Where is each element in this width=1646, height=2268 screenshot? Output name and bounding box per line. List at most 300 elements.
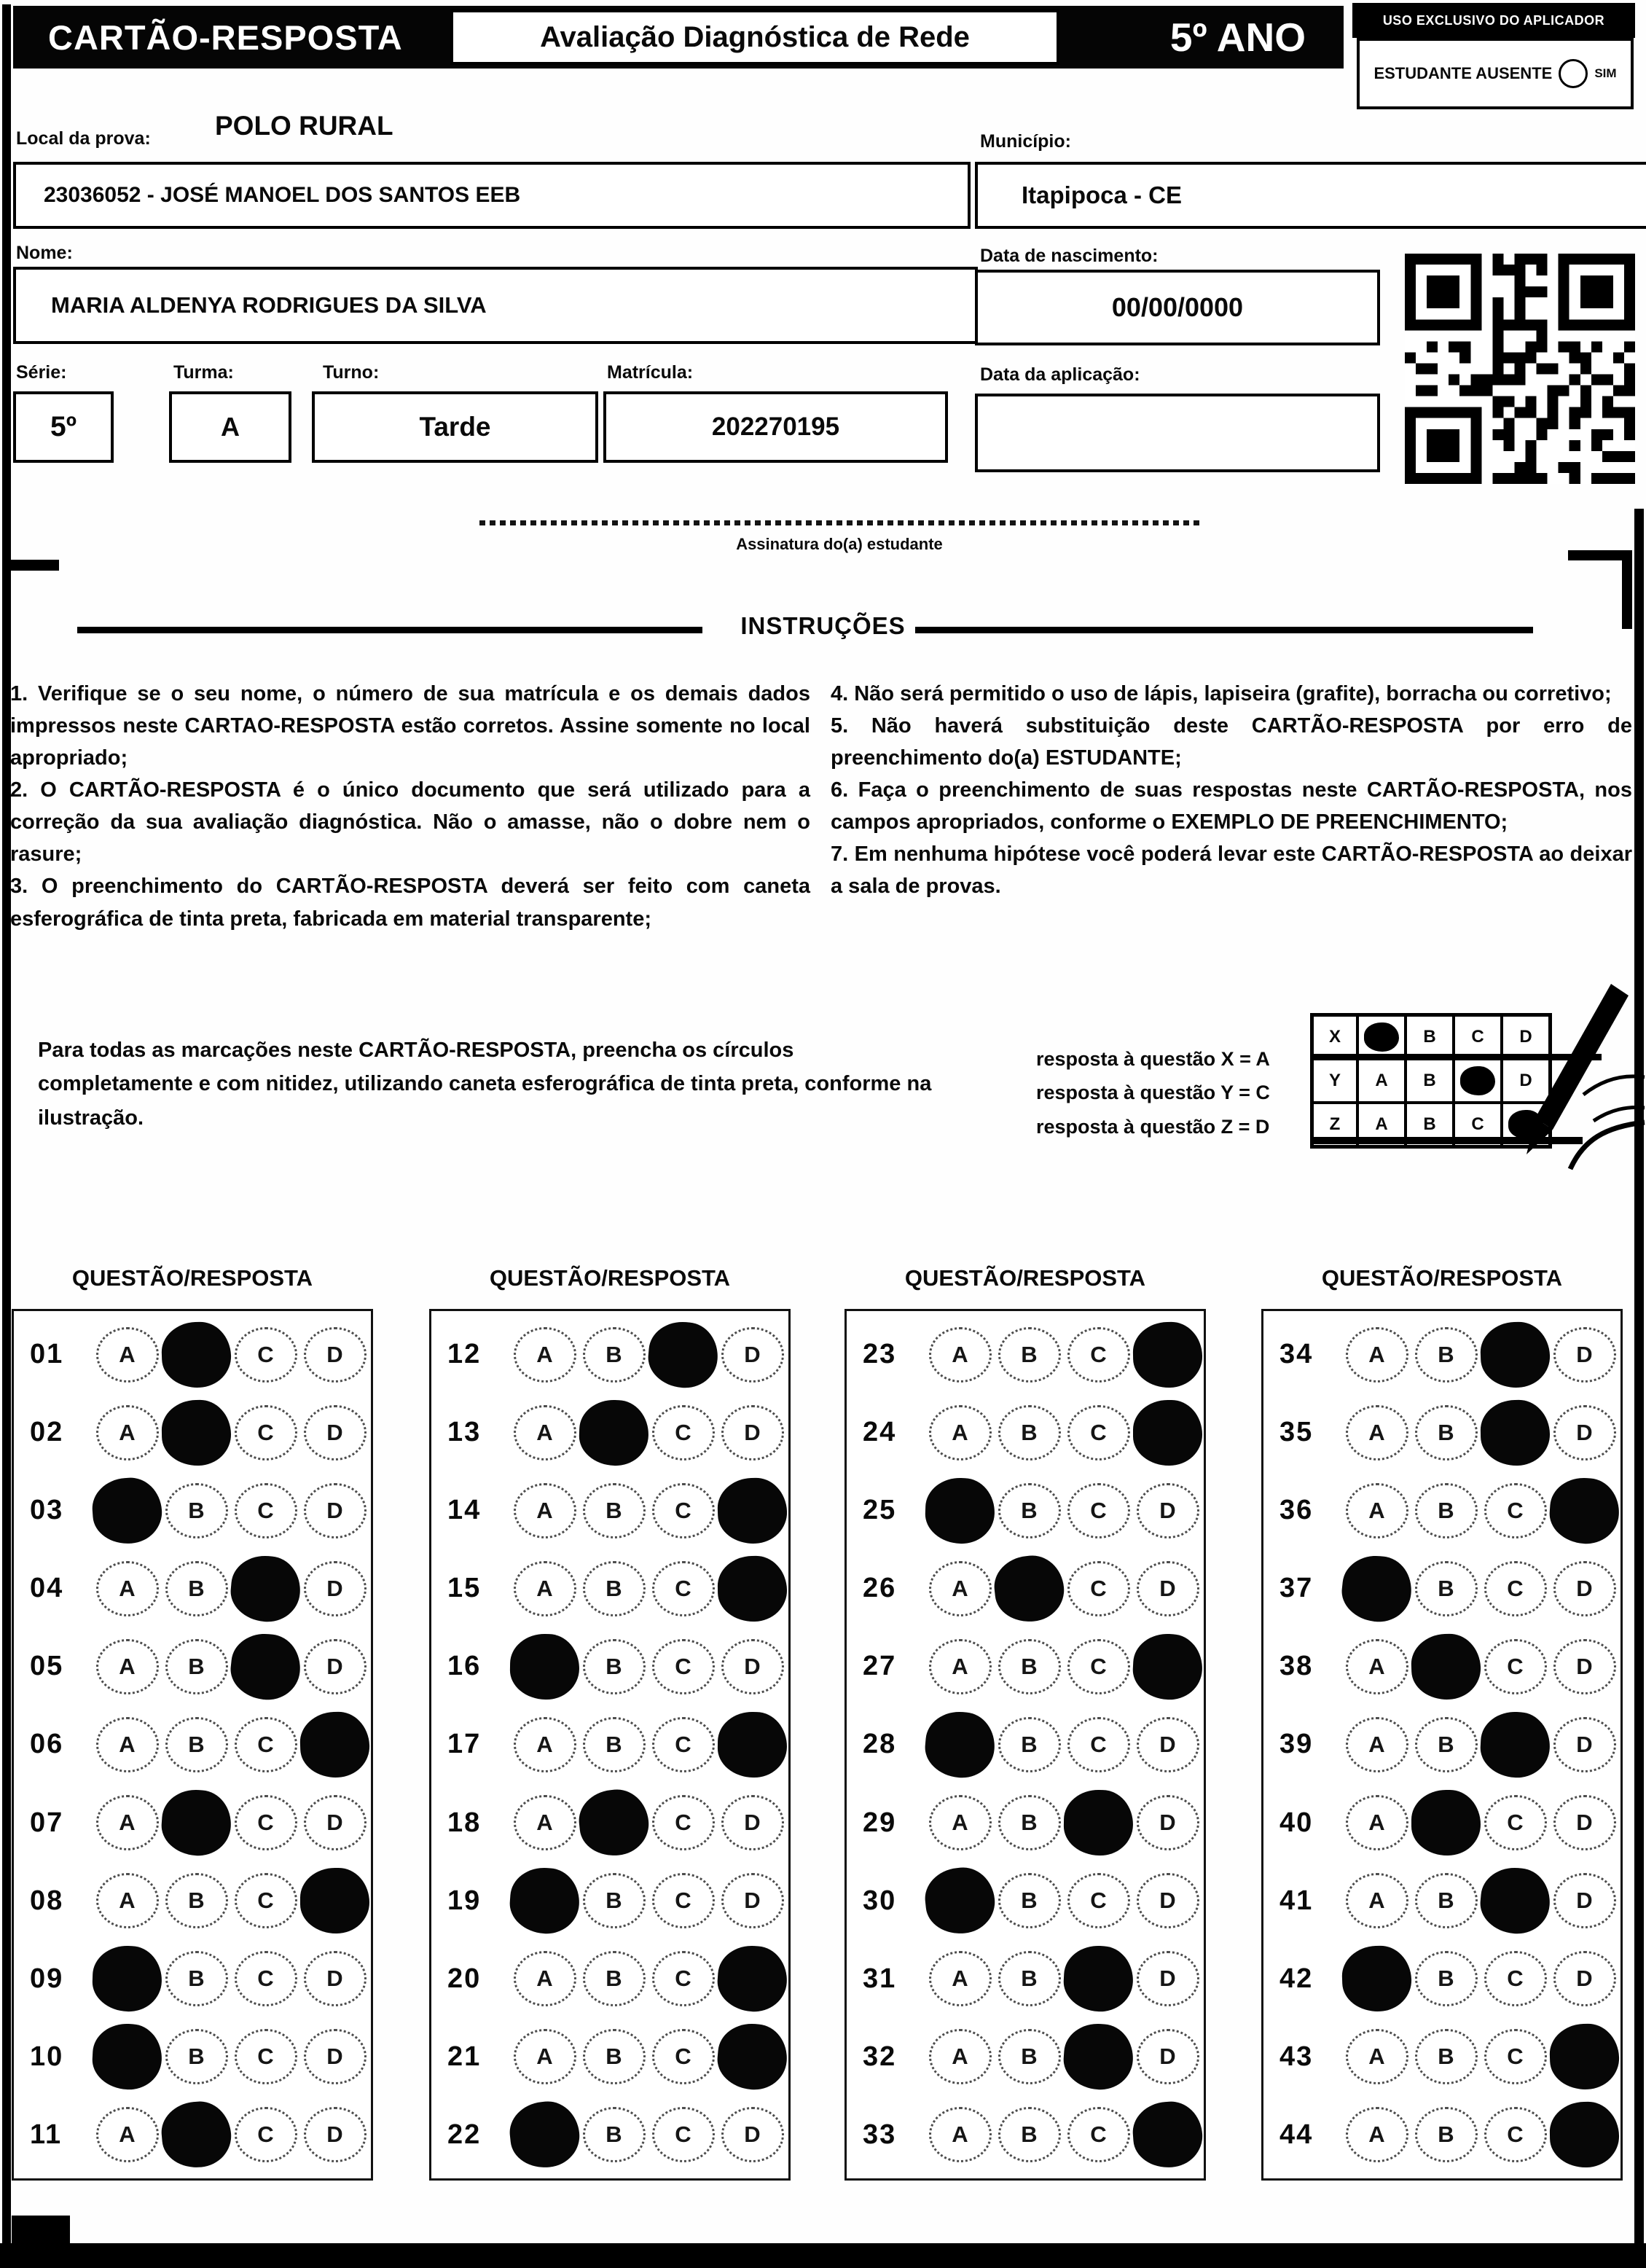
bubble-43-A[interactable]: A [1346,2029,1408,2084]
bubble-14-C[interactable]: C [652,1483,715,1538]
page-left-border [2,4,11,2243]
bubble-11-C[interactable]: C [235,2107,297,2162]
bubble-07-C[interactable]: C [235,1795,297,1850]
question-number: 37 [1279,1573,1314,1604]
bubble-05-D[interactable]: D [304,1639,367,1694]
answer-column-header: QUESTÃO/RESPOSTA [71,1265,313,1291]
question-number: 38 [1279,1651,1314,1682]
bubble-41-B[interactable]: B [1415,1873,1478,1928]
bubble-27-B[interactable]: B [998,1639,1061,1694]
answer-row [14,1478,371,1544]
bubble-14-A[interactable]: A [514,1483,576,1538]
bubble-36-B[interactable]: B [1415,1483,1478,1538]
bubble-05-C[interactable] [228,1630,304,1702]
page-bottom-border [0,2243,1646,2268]
bubble-10-D[interactable]: D [304,2029,367,2084]
signature-label: Assinatura do(a) estudante [736,535,943,553]
question-number: 22 [447,2119,482,2150]
bubble-11-A[interactable]: A [96,2107,159,2162]
bubble-26-C[interactable]: C [1067,1561,1130,1616]
bubble-37-C[interactable]: C [1484,1561,1547,1616]
bubble-slot [1133,1400,1202,1466]
bubble-01-C[interactable]: C [235,1327,297,1383]
bubble-slot [718,1712,787,1778]
bubble-slot [1342,1556,1411,1622]
bubble-02-D[interactable]: D [304,1405,367,1460]
answer-row [1263,2024,1620,2089]
bubble-10-A[interactable] [91,2022,164,2092]
bubble-06-B[interactable]: B [165,1717,228,1772]
bubble-27-D[interactable] [1132,1632,1204,1701]
bubble-slot [93,1717,162,1772]
question-number: 15 [447,1573,482,1604]
bubble-slot [648,1717,718,1772]
signature-line[interactable] [479,520,1199,525]
bubble-29-C[interactable] [1063,1789,1134,1856]
matricula-value: 202270195 [711,412,840,441]
bubble-40-A[interactable]: A [1346,1795,1408,1850]
bubble-slot [300,1712,369,1778]
bubble-42-B[interactable]: B [1415,1951,1478,2006]
bubble-40-D[interactable]: D [1553,1795,1616,1850]
question-number: 44 [1279,2119,1314,2150]
bubble-12-B[interactable]: B [583,1327,646,1383]
bubble-slot [510,1483,579,1538]
bubble-43-B[interactable]: B [1415,2029,1478,2084]
bubble-31-D[interactable]: D [1137,1951,1199,2006]
example-bubble-Y-D: D [1502,1059,1550,1103]
bubble-15-D[interactable] [717,1555,788,1622]
bubble-slot [1411,1873,1481,1928]
bubble-32-A[interactable]: A [929,2029,992,2084]
answer-row [431,1322,788,1388]
bubble-slot [1133,1795,1202,1850]
bubble-26-D[interactable]: D [1137,1561,1199,1616]
serie-value: 5º [50,411,77,442]
answer-row [1263,1478,1620,1544]
matricula-label: Matrícula: [607,362,694,383]
page-right-border [1634,509,1644,2246]
bubble-32-B[interactable]: B [998,2029,1061,2084]
bubble-14-B[interactable]: B [583,1483,646,1538]
bubble-17-A[interactable]: A [514,1717,576,1772]
bubble-42-A[interactable] [1341,1945,1412,2013]
question-number: 04 [30,1573,64,1604]
bubble-44-B[interactable]: B [1415,2107,1478,2162]
bubble-03-B[interactable]: B [165,1483,228,1538]
bubble-slot [1411,1327,1481,1383]
bubble-30-B[interactable]: B [998,1873,1061,1928]
bubble-slot [995,1639,1064,1694]
bubble-slot [231,2107,300,2162]
bubble-11-D[interactable]: D [304,2107,367,2162]
bubble-25-C[interactable]: C [1067,1483,1130,1538]
bubble-03-C[interactable]: C [235,1483,297,1538]
bubble-slot [1411,1790,1481,1856]
bubble-09-B[interactable]: B [165,1951,228,2006]
answer-row [14,1322,371,1388]
bubble-15-C[interactable]: C [652,1561,715,1616]
bubble-21-B[interactable]: B [583,2029,646,2084]
bubble-34-A[interactable]: A [1346,1327,1408,1383]
bubble-09-A[interactable] [91,1945,162,2013]
bubble-43-D[interactable] [1548,2023,1620,2091]
bubble-slot [510,2029,579,2084]
bubble-11-B[interactable] [159,2099,233,2170]
bubble-slot [648,1561,718,1616]
bubble-35-A[interactable]: A [1346,1405,1408,1460]
bubble-25-D[interactable]: D [1137,1483,1199,1538]
bubble-40-B[interactable] [1411,1790,1481,1856]
question-number: 34 [1279,1339,1314,1370]
bubble-25-B[interactable]: B [998,1483,1061,1538]
bubble-39-A[interactable]: A [1346,1717,1408,1772]
bubble-31-B[interactable]: B [998,1951,1061,2006]
bubble-slot [1481,1639,1550,1694]
bubble-slot [1411,2029,1481,2084]
answer-row [431,1712,788,1778]
bubble-18-A[interactable]: A [514,1795,576,1850]
question-number: 20 [447,1963,482,1994]
answer-row [847,1478,1204,1544]
bubble-16-C[interactable]: C [652,1639,715,1694]
bubble-34-B[interactable]: B [1415,1327,1478,1383]
bubble-31-C[interactable] [1062,1944,1135,2014]
bubble-slot [1550,2102,1619,2167]
bubble-22-D[interactable]: D [721,2107,784,2162]
bubble-30-C[interactable]: C [1067,1873,1130,1928]
bubble-slot [995,1405,1064,1460]
bubble-slot [162,1483,231,1538]
answer-row [847,1790,1204,1856]
question-number: 30 [863,1885,897,1916]
bubble-07-D[interactable]: D [304,1795,367,1850]
bubble-slot [1064,1561,1133,1616]
bubble-42-C[interactable]: C [1484,1951,1547,2006]
instruction-item: 6. Faça o preenchimento de suas respostas neste CARTÃO-RESPOSTA, nos campos apropriados, conforme o EXEMPLO DE PREENCHIMENTO; [831,778,1632,834]
bubble-01-D[interactable]: D [304,1327,367,1383]
bubble-19-D[interactable]: D [721,1873,784,1928]
bubble-06-A[interactable]: A [96,1717,159,1772]
municipio-label: Município: [980,131,1071,152]
question-number: 18 [447,1807,482,1838]
bubble-slot [510,1868,579,1933]
example-bubble-Z-C: C [1454,1103,1502,1146]
question-number: 41 [1279,1885,1314,1916]
bubble-28-D[interactable]: D [1137,1717,1199,1772]
bubble-12-C[interactable] [646,1319,720,1391]
bubble-slot [162,1322,231,1388]
bubble-13-A[interactable]: A [514,1405,576,1460]
bubble-17-C[interactable]: C [652,1717,715,1772]
bubble-16-D[interactable]: D [721,1639,784,1694]
question-number: 07 [30,1807,64,1838]
bubble-35-C[interactable] [1480,1399,1551,1466]
bubble-slot [995,1795,1064,1850]
bubble-38-B[interactable] [1410,1632,1481,1700]
bubble-slot [648,1951,718,2006]
aplicacao-box[interactable] [975,394,1380,472]
answer-row [1263,1868,1620,1933]
bubble-01-B[interactable] [160,1321,232,1388]
bubble-36-C[interactable]: C [1484,1483,1547,1538]
bubble-slot [1481,2107,1550,2162]
bubble-12-D[interactable]: D [721,1327,784,1383]
bubble-slot [1550,1327,1619,1383]
bubble-32-C[interactable] [1062,2022,1135,2092]
bubble-slot [925,1795,995,1850]
bubble-slot [1064,1405,1133,1460]
bubble-slot [162,2102,231,2167]
applicator-panel [1352,3,1635,109]
bubble-slot [995,2029,1064,2084]
bubble-slot [93,1639,162,1694]
bubble-23-A[interactable]: A [929,1327,992,1383]
bubble-slot [1342,1873,1411,1928]
bubble-03-A[interactable] [90,1475,164,1545]
bubble-slot [1133,1873,1202,1928]
bubble-32-D[interactable]: D [1137,2029,1199,2084]
bubble-39-D[interactable]: D [1553,1717,1616,1772]
bubble-38-D[interactable]: D [1553,1639,1616,1694]
nascimento-box [975,270,1380,345]
bubble-37-A[interactable] [1339,1552,1415,1624]
bubble-30-D[interactable]: D [1137,1873,1199,1928]
bubble-39-B[interactable]: B [1415,1717,1478,1772]
bubble-slot [1550,1405,1619,1460]
bubble-slot [1342,1795,1411,1850]
bubble-37-D[interactable]: D [1553,1561,1616,1616]
bubble-29-D[interactable]: D [1137,1795,1199,1850]
answer-row [847,1556,1204,1622]
bubble-24-B[interactable]: B [998,1405,1061,1460]
bubble-20-B[interactable]: B [583,1951,646,2006]
bubble-08-B[interactable]: B [165,1873,228,1928]
instruction-item: 3. O preenchimento do CARTÃO-RESPOSTA deverá ser feito com caneta esferográfica de tinta preta, fabricada em material transparente; [10,875,810,931]
bubble-44-A[interactable]: A [1346,2107,1408,2162]
turno-box [312,391,598,463]
bubble-slot [995,1717,1064,1772]
nome-box [13,267,978,344]
answer-row [431,1790,788,1856]
bubble-04-C[interactable] [228,1553,302,1624]
bubble-slot [1064,1717,1133,1772]
bubble-02-C[interactable]: C [235,1405,297,1460]
bubble-31-A[interactable]: A [929,1951,992,2006]
bubble-29-B[interactable]: B [998,1795,1061,1850]
exam-title-box: Avaliação Diagnóstica de Rede [450,9,1059,65]
bubble-02-B[interactable] [161,1399,232,1466]
bubble-27-C[interactable]: C [1067,1639,1130,1694]
bubble-44-C[interactable]: C [1484,2107,1547,2162]
bubble-slot [648,1873,718,1928]
bubble-05-B[interactable]: B [165,1639,228,1694]
bubble-26-B[interactable] [992,1552,1067,1624]
bubble-20-D[interactable] [716,1944,789,2014]
bubble-43-C[interactable]: C [1484,2029,1547,2084]
bubble-36-A[interactable]: A [1346,1483,1408,1538]
bubble-slot [93,2107,162,2162]
bubble-41-D[interactable]: D [1553,1873,1616,1928]
bubble-20-C[interactable]: C [652,1951,715,2006]
bubble-35-D[interactable]: D [1553,1405,1616,1460]
bubble-21-A[interactable]: A [514,2029,576,2084]
bubble-13-B[interactable] [578,1399,649,1466]
absent-mark-circle[interactable] [1559,59,1588,88]
bubble-08-D[interactable] [300,1868,369,1933]
bubble-08-A[interactable]: A [96,1873,159,1928]
bubble-28-A[interactable] [922,1709,997,1780]
bubble-slot [300,1405,369,1460]
question-number: 31 [863,1963,897,1994]
bubble-slot [1342,2107,1411,2162]
bubble-33-B[interactable]: B [998,2107,1061,2162]
bubble-12-A[interactable]: A [514,1327,576,1383]
bubble-15-B[interactable]: B [583,1561,646,1616]
bubble-06-C[interactable]: C [235,1717,297,1772]
question-number: 29 [863,1807,897,1838]
bubble-13-D[interactable]: D [721,1405,784,1460]
question-number: 28 [863,1729,897,1760]
bubble-36-D[interactable] [1548,1475,1621,1545]
bubble-10-B[interactable]: B [165,2029,228,2084]
bubble-24-C[interactable]: C [1067,1405,1130,1460]
bubble-19-C[interactable]: C [652,1873,715,1928]
nascimento-label: Data de nascimento: [980,246,1159,266]
bubble-33-D[interactable] [1131,2100,1204,2170]
bubble-28-B[interactable]: B [998,1717,1061,1772]
bubble-37-B[interactable]: B [1415,1561,1478,1616]
bubble-03-D[interactable]: D [304,1483,367,1538]
bubble-38-C[interactable]: C [1484,1639,1547,1694]
bubble-23-C[interactable]: C [1067,1327,1130,1383]
bubble-30-A[interactable] [922,1864,998,1936]
bubble-slot [1411,1951,1481,2006]
bubble-28-C[interactable]: C [1067,1717,1130,1772]
bubble-13-C[interactable]: C [652,1405,715,1460]
bubble-05-A[interactable]: A [96,1639,159,1694]
bubble-17-D[interactable] [717,1711,788,1778]
bubble-01-A[interactable]: A [96,1327,159,1383]
bubble-slot [1411,1405,1481,1460]
bubble-17-B[interactable]: B [583,1717,646,1772]
bubble-slot [925,1405,995,1460]
bubble-22-B[interactable]: B [583,2107,646,2162]
bubble-07-A[interactable]: A [96,1795,159,1850]
bubble-06-D[interactable] [299,1710,370,1778]
bubble-24-A[interactable]: A [929,1405,992,1460]
bubble-slot [300,2029,369,2084]
bubble-slot [925,1639,995,1694]
example-paragraph: Para todas as marcações neste CARTÃO-RESPOSTA, preencha os círculos completamente e com nitidez, utilizando caneta esferográfica de tinta preta, conforme na ilustração. [38,1039,932,1130]
bubble-38-A[interactable]: A [1346,1639,1408,1694]
bubble-18-B[interactable] [576,1786,652,1858]
bubble-04-A[interactable]: A [96,1561,159,1616]
bubble-slot [1550,2024,1619,2089]
bubble-04-D[interactable]: D [304,1561,367,1616]
bubble-15-A[interactable]: A [514,1561,576,1616]
bubble-44-D[interactable] [1549,2101,1620,2168]
bubble-29-A[interactable]: A [929,1795,992,1850]
bubble-19-A[interactable] [508,1866,581,1936]
bubble-23-B[interactable]: B [998,1327,1061,1383]
bubble-slot [995,1483,1064,1538]
bubble-14-D[interactable] [716,1477,788,1544]
bubble-slot [1481,1712,1550,1778]
question-number: 27 [863,1651,897,1682]
bubble-22-C[interactable]: C [652,2107,715,2162]
bubble-slot [162,1873,231,1928]
bubble-07-B[interactable] [160,1788,233,1858]
bubble-slot [925,1868,995,1933]
question-number: 19 [447,1885,482,1916]
bubble-16-B[interactable]: B [583,1639,646,1694]
bubble-41-A[interactable]: A [1346,1873,1408,1928]
bubble-42-D[interactable]: D [1553,1951,1616,2006]
bubble-18-C[interactable]: C [652,1795,715,1850]
bubble-18-D[interactable]: D [721,1795,784,1850]
bubble-23-D[interactable] [1132,1321,1203,1388]
bubble-16-A[interactable] [509,1633,580,1700]
bubble-41-C[interactable] [1478,1865,1552,1936]
bubble-39-C[interactable] [1479,1710,1552,1779]
bubble-09-C[interactable]: C [235,1951,297,2006]
question-number: 11 [30,2119,63,2150]
bubble-09-D[interactable]: D [304,1951,367,2006]
question-number: 26 [863,1573,897,1604]
bubble-20-A[interactable]: A [514,1951,576,2006]
question-number: 08 [30,1885,64,1916]
bubble-24-D[interactable] [1133,1400,1202,1466]
bubble-slot [1133,1717,1202,1772]
bubble-33-A[interactable]: A [929,2107,992,2162]
bubble-19-B[interactable]: B [583,1873,646,1928]
bubble-slot [579,1790,648,1856]
bubble-02-A[interactable]: A [96,1405,159,1460]
bubble-33-C[interactable]: C [1067,2107,1130,2162]
bubble-slot [93,1478,162,1544]
bubble-34-C[interactable] [1479,1321,1551,1388]
bubble-slot [300,1483,369,1538]
bubble-22-A[interactable] [507,2099,583,2171]
bubble-slot [162,1790,231,1856]
bubble-26-A[interactable]: A [929,1561,992,1616]
bubble-21-D[interactable] [715,2021,789,2092]
bubble-10-C[interactable]: C [235,2029,297,2084]
bubble-slot [162,1717,231,1772]
bubble-slot [1550,1639,1619,1694]
absent-option-label: SIM [1594,66,1617,80]
bubble-08-C[interactable]: C [235,1873,297,1928]
bubble-slot [925,1951,995,2006]
bubble-slot [1064,1946,1133,2011]
bubble-21-C[interactable]: C [652,2029,715,2084]
turma-box [169,391,291,463]
bubble-slot [231,1405,300,1460]
bubble-40-C[interactable]: C [1484,1795,1547,1850]
bubble-27-A[interactable]: A [929,1639,992,1694]
question-number: 33 [863,2119,897,2150]
bubble-35-B[interactable]: B [1415,1405,1478,1460]
question-number: 01 [30,1339,64,1370]
bubble-slot [579,1951,648,2006]
question-number: 05 [30,1651,64,1682]
bubble-25-A[interactable] [924,1477,995,1544]
answer-row [847,1400,1204,1466]
bubble-34-D[interactable]: D [1553,1327,1616,1383]
bubble-04-B[interactable]: B [165,1561,228,1616]
instruction-item: 1. Verifique se o seu nome, o número de sua matrícula e os demais dados impressos neste CARTAO-RESPOSTA estão corretos. Assine somente no local apropriado; [10,682,810,770]
